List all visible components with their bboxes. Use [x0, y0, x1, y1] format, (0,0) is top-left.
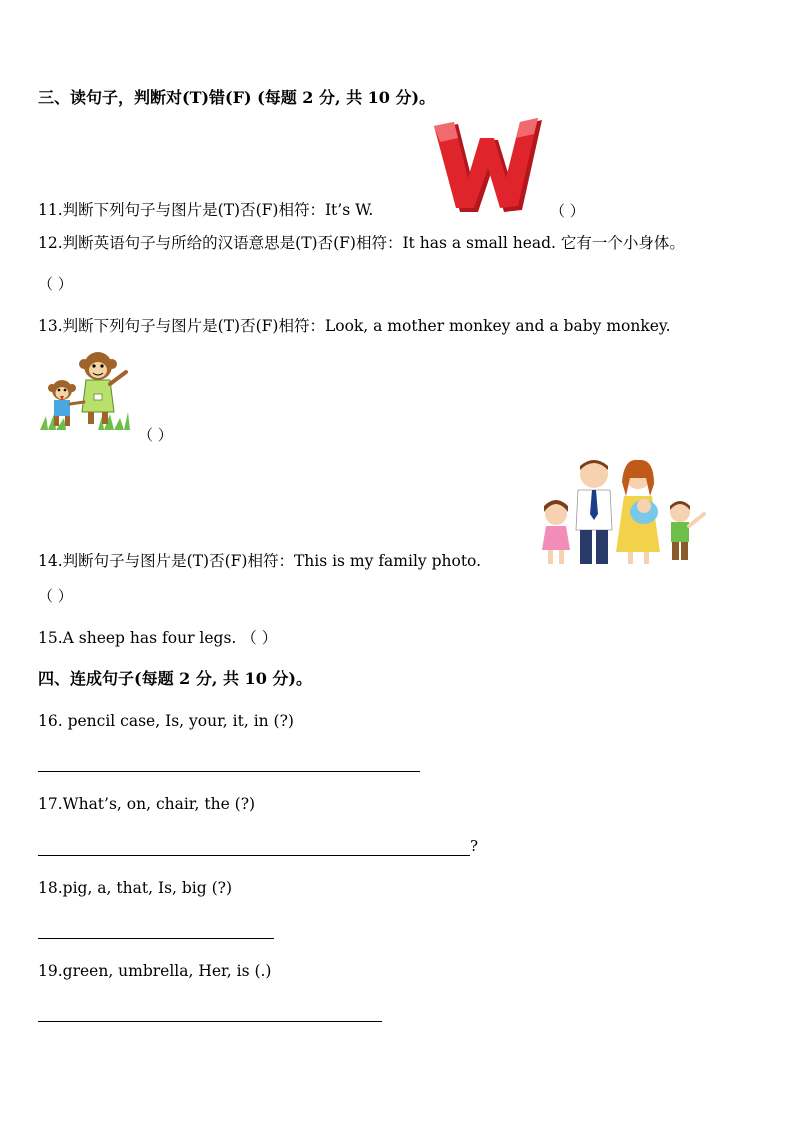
question-13 — [38, 316, 671, 336]
question-16 — [38, 711, 294, 731]
section-four-heading: 四、连成句子(每题 2 分, 共 10 分)。 — [38, 669, 312, 688]
answer-line-18[interactable] — [38, 938, 274, 939]
question-17 — [38, 794, 255, 814]
question-15-blank[interactable]: （ ） — [241, 629, 278, 647]
question-11-blank[interactable]: （ ） — [550, 202, 585, 220]
question-11-number: 11. — [38, 201, 63, 219]
question-17-suffix: ? — [470, 837, 479, 855]
question-14-blank[interactable]: （ ） — [38, 587, 73, 605]
family-photo-icon — [534, 456, 712, 568]
question-12-blank[interactable]: （ ） — [38, 275, 73, 293]
answer-line-16[interactable] — [38, 771, 420, 772]
question-15-number: 15. — [38, 629, 63, 647]
letter-w-icon — [432, 118, 544, 216]
question-17-text: What’s, on, chair, the (?) — [62, 795, 256, 813]
question-13-number: 13. — [38, 317, 63, 335]
question-19 — [38, 961, 271, 981]
section-three-heading: 三、读句子，判断对(T)错(F) (每题 2 分, 共 10 分)。 — [38, 88, 436, 107]
question-11 — [38, 200, 373, 220]
question-18-number: 18. — [38, 879, 63, 897]
answer-line-17[interactable] — [38, 855, 470, 856]
question-19-text: green, umbrella, Her, is (.) — [62, 962, 272, 980]
question-18-text: pig, a, that, Is, big (?) — [62, 879, 233, 897]
question-12 — [38, 233, 685, 253]
question-19-number: 19. — [38, 962, 63, 980]
question-18 — [38, 878, 232, 898]
question-12-number: 12. — [38, 234, 63, 252]
question-15-text: A sheep has four legs. — [62, 629, 237, 647]
question-17-number: 17. — [38, 795, 63, 813]
question-13-blank[interactable]: （ ） — [138, 426, 173, 444]
question-14-text: 判断句子与图片是(T)否(F)相符：This is my family photo. — [62, 552, 482, 570]
question-12-text: 判断英语句子与所给的汉语意思是(T)否(F)相符：It has a small head. 它有一个小身体。 — [62, 234, 685, 252]
question-11-text: 判断下列句子与图片是(T)否(F)相符：It’s W. — [62, 201, 374, 219]
question-16-number: 16. — [38, 712, 63, 730]
question-14-number: 14. — [38, 552, 63, 570]
question-13-text: 判断下列句子与图片是(T)否(F)相符：Look, a mother monkey and a baby monkey. — [62, 317, 671, 335]
monkey-family-icon — [38, 350, 132, 432]
question-14 — [38, 551, 481, 571]
question-16-text: pencil case, Is, your, it, in (?) — [62, 712, 294, 730]
answer-line-19[interactable] — [38, 1021, 382, 1022]
question-15 — [38, 628, 277, 648]
